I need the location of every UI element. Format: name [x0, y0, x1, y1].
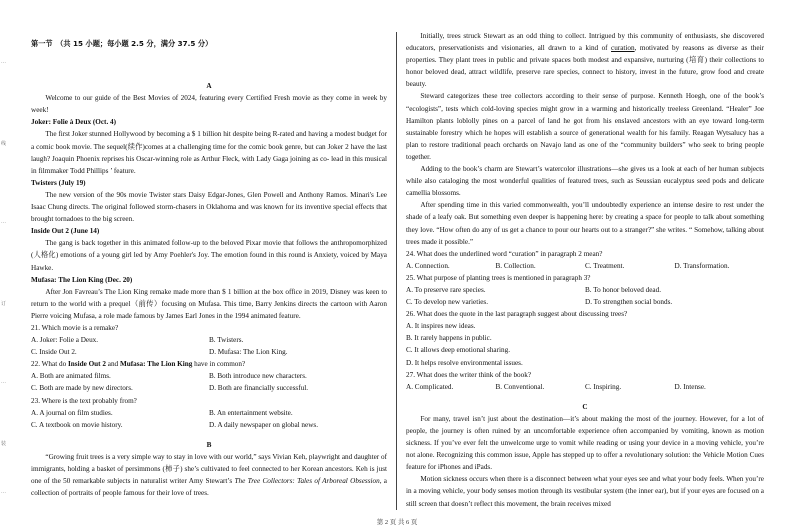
question-22-stem — [31, 358, 387, 370]
underlined-word: curation — [611, 44, 635, 53]
movie-text-joker: The first Joker stunned Hollywood by becoming a $ 1 billion hit despite being R-rated and having a modest budget for a comic book movie. The sequel(续作)comes at a challenging time for the comic book genre, but can Joker 2 have the last laugh? Joaquin Phoenix reprises his Oscar-winning role as Arthur Fleck, with Lady Gaga joining as co- lead in this musical in filmmaker Todd Phillips ’ feature. — [31, 130, 387, 175]
option[interactable]: C. Treatment. — [585, 261, 625, 270]
gutter-mark: … — [1, 220, 6, 225]
question-23-options — [31, 407, 387, 431]
passage-b-p5: After spending time in this varied commonwealth, you’ll undoubtedly experience an intense desire to rest under the shade of a leafy oak. But something even deeper is happening here: by creating a space for people to talk about something they love. “How often do any of us get a chance to pour our hearts out to a stranger?” she writes. “ Somehow, talking about trees made it possible.” — [406, 201, 764, 246]
movie-title-joker: Joker: Folie à Deux (Oct. 4) — [31, 118, 117, 127]
passage-b-letter: B — [206, 440, 212, 449]
option[interactable]: D. A daily newspaper on global news. — [209, 420, 318, 429]
gutter-mark: 装 — [1, 442, 7, 447]
gutter-mark: 订 — [1, 302, 7, 307]
option[interactable]: D. Intense. — [674, 382, 706, 391]
q22-bold-title: Mufasa: The Lion King — [119, 360, 193, 369]
question-27-stem: 27. What does the writer think of the book? — [406, 370, 532, 379]
option[interactable]: A. To preserve rare species. — [406, 285, 486, 294]
option[interactable]: B. To honor beloved dead. — [585, 285, 662, 294]
option[interactable]: D. To strengthen social bonds. — [585, 298, 673, 307]
option[interactable]: A. Connection. — [406, 261, 450, 270]
option[interactable]: A. Complicated. — [406, 382, 454, 391]
passage-b-p3: Steward categorizes these tree collectors according to their sense of purpose. Kenneth Hoegh, one of the book’s “ecologists”, tests which cold-loving species might grow in a warming and historically treeless Greenland. “Healer” Joe Hamilton plants loblolly pines on a parcel of land he got from his enslaved ancestors with an eye toward long-term sustainable forestry which he hopes will establish a source of generational wealth for his family. Reagan Wytsalucy has a plan to restore traditional peach orchards on Navajo land as one of the “community builders” who seek to bring people together. — [406, 92, 764, 161]
question-22-options — [31, 370, 387, 394]
question-21-options — [31, 334, 387, 358]
movie-title-inside-out: Inside Out 2 (June 14) — [31, 227, 100, 236]
question-24-stem: 24. What does the underlined word “curation” in paragraph 2 mean? — [406, 249, 603, 258]
option[interactable]: D. It helps resolve environmental issues. — [406, 358, 523, 367]
right-column — [406, 30, 764, 510]
p1-text: , a collection of portraits of people famous for their love of trees. — [31, 477, 387, 498]
passage-c-p2: Motion sickness occurs when there is a disconnect between what your eyes see and what your body feels. When you’re in a moving vehicle, your body senses motion through its vestibular system (the inner ear), but if your eyes are focused on a still screen that doesn’t reflect this movement, the brain receives mixed — [406, 475, 764, 508]
passage-b-p4: Adding to the book’s charm are Stewart’s watercolor illustrations—she gives us a look at each of her human subjects while also cataloging the most wonderful qualities of featured trees, such as Seussian eucalyptus seed pods and delicate camellia blossoms. — [406, 165, 764, 198]
movie-text-mufasa: After Jon Favreau’s The Lion King remake made more than $ 1 billion at the box office in 2019, Disney was keen to return to the world with a prequel（前传）focusing on Mufasa. This time, Barry Jenkins directs the cartoon with Aaron Pierre voicing Mufasa, a role made famous by James Earl Jones in the 1994 animated feature. — [31, 287, 387, 320]
option[interactable]: C. To develop new varieties. — [406, 298, 488, 307]
option[interactable]: B. An entertainment website. — [209, 408, 293, 417]
p2-text: , motivated by reasons as diverse as their properties. They plant trees in public and private spaces both modest and expansive, nurturing (培育) their collections to honor beloved dead, attract wildlife, preserve rare species, connect to history, invest in the future, grow food and create beauty. — [406, 44, 764, 89]
option[interactable]: C. Inspiring. — [585, 382, 622, 391]
option[interactable]: D. Transformation. — [674, 261, 730, 270]
option[interactable]: A. A journal on film studies. — [31, 408, 113, 417]
passage-b-p1 — [31, 451, 387, 499]
passage-a-letter: A — [206, 82, 212, 91]
option[interactable]: B. It rarely happens in public. — [406, 334, 492, 343]
gutter-mark: … — [1, 380, 6, 385]
option[interactable]: C. A textbook on movie history. — [31, 420, 123, 429]
option[interactable]: A. Both are animated films. — [31, 372, 111, 381]
gutter-mark: 线 — [1, 142, 7, 147]
question-23-stem: 23. Where is the text probably from? — [31, 396, 137, 405]
q22-text: 22. What do — [31, 360, 68, 369]
option[interactable]: B. Both introduce new characters. — [209, 372, 307, 381]
gutter-mark: … — [1, 60, 6, 65]
page-footer: 第 2 页 共 6 页 — [376, 519, 418, 526]
option[interactable]: B. Conventional. — [495, 382, 545, 391]
option[interactable]: D. Mufasa: The Lion King. — [209, 348, 288, 357]
section-heading: 第一节 （共 15 小题；每小题 2.5 分，满分 37.5 分） — [31, 39, 213, 48]
passage-b-p2 — [406, 30, 764, 90]
book-title: The Tree Collectors: Tales of Arboreal Obsession — [234, 477, 380, 486]
option[interactable]: B. Collection. — [495, 261, 536, 270]
question-25-options — [406, 284, 764, 308]
movie-title-mufasa: Mufasa: The Lion King (Dec. 20) — [31, 275, 133, 284]
passage-a-intro: Welcome to our guide of the Best Movies of 2024, featuring every Certified Fresh movie as they come in week by week! — [31, 94, 387, 115]
option[interactable]: A. It inspires new ideas. — [406, 322, 476, 331]
question-21-stem: 21. Which movie is a remake? — [31, 323, 119, 332]
option[interactable]: C. Inside Out 2. — [31, 348, 77, 357]
p1-text: “Growing fruit trees is a very simple way to stay in love with our world,” says Vivian Keh, playwright and daughter of immigrants, holding a basket of persimmons (柿子) she’s cultivated to feel connected to her Korean ancestors. Keh is just one of the 50 remarkable subjects in naturalist writer Amy Stewart’s — [31, 452, 387, 486]
q22-text: and — [105, 360, 120, 369]
option[interactable]: C. Both are made by new directors. — [31, 384, 133, 393]
q22-bold-title: Inside Out 2 — [68, 360, 106, 369]
question-26-stem: 26. What does the quote in the last paragraph suggest about discussing trees? — [406, 310, 628, 319]
gutter-mark: … — [1, 490, 6, 495]
question-27-options — [406, 381, 764, 393]
passage-c-p1: For many, travel isn’t just about the destination—it’s about making the most of the journey. However, for a lot of people, the journey is often ruined by an uncomfortable experience often accompanied by vomiting, known as motion sickness. If you’ve ever felt the unwelcome urge to vomit while reading or using your device in a moving vehicle, you’re not alone. Recognizing this common issue, Apple has stepped up to offer a revolutionary solution: the Vehicle Motion Cues feature for iPhones and iPads. — [406, 414, 764, 472]
option[interactable]: B. Twisters. — [209, 336, 244, 345]
question-24-options — [406, 260, 764, 272]
option[interactable]: C. It allows deep emotional sharing. — [406, 346, 510, 355]
passage-c-letter: C — [582, 402, 588, 411]
option[interactable]: D. Both are financially successful. — [209, 384, 308, 393]
movie-text-inside-out: The gang is back together in this animated follow-up to the beloved Pixar movie that follows the anthropomorphized (人格化) emotions of a young girl led by Amy Poehler's Joy. The emotion found in this round is Anxiety, voiced by Maya Hawke. — [31, 239, 387, 272]
question-25-stem: 25. What purpose of planting trees is mentioned in paragraph 3? — [406, 273, 591, 282]
q22-text: have in common? — [192, 360, 246, 369]
left-column — [31, 30, 387, 499]
option[interactable]: A. Joker: Folie a Deux. — [31, 336, 99, 345]
column-divider — [396, 32, 397, 510]
movie-text-twisters: The new version of the 90s movie Twister stars Daisy Edgar-Jones, Glen Powell and Anthony Ramos. Minari's Lee Isaac Chung directs. The original followed storm-chasers in Oklahoma and was known for its inventive special effects that brought tornadoes to the big screen. — [31, 190, 387, 224]
movie-title-twisters: Twisters (July 19) — [31, 178, 86, 187]
p2-text: Initially, trees struck Stewart as an odd thing to collect. Intrigued by this community of enthusiasts, she discovered educators, preservationists and visionaries, all drawn to a kind of — [406, 32, 764, 53]
